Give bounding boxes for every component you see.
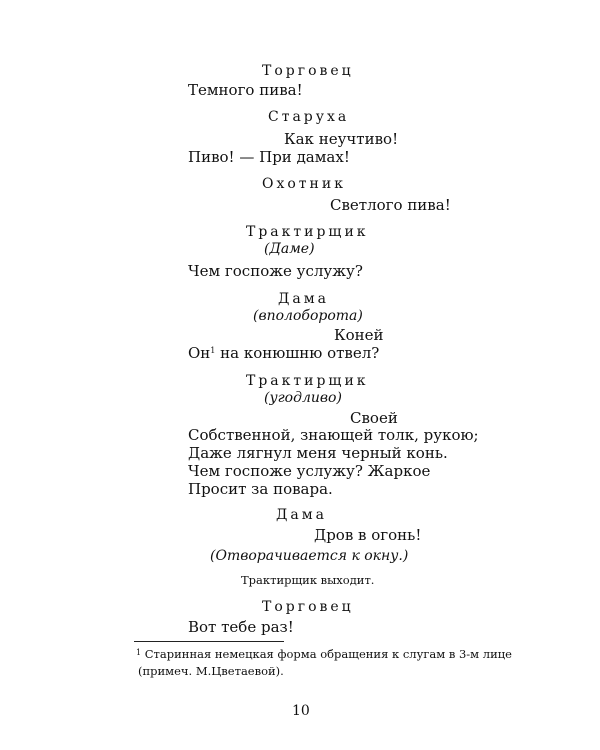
verse-text: Он (188, 344, 211, 362)
speaker-name: Трактирщик (246, 373, 369, 389)
verse-line: Светлого пива! (330, 196, 451, 214)
verse-text: на конюшню отвел? (215, 344, 380, 362)
footnote-rule (134, 641, 284, 642)
speaker-name: Охотник (262, 176, 346, 192)
verse-line: Своей (350, 409, 398, 427)
verse-line: Темного пива! (188, 81, 303, 99)
stage-note: Трактирщик выходит. (241, 573, 375, 587)
stage-direction: (Отворачивается к окну.) (210, 548, 409, 564)
verse-line: Дров в огонь! (314, 526, 422, 544)
speaker-name: Торговец (262, 599, 354, 615)
footnote-text (136, 647, 512, 662)
speaker-name: Трактирщик (246, 224, 369, 240)
stage-direction: (вполоборота) (253, 308, 363, 324)
speaker-name: Старуха (268, 109, 350, 125)
verse-line: Коней (334, 326, 384, 344)
speaker-name: Торговец (262, 63, 354, 79)
footnote-text-line-2: (примеч. М.Цветаевой). (138, 664, 284, 678)
footnote-line-1: Старинная немецкая форма обращения к слугам в 3-м лице (144, 647, 512, 661)
stage-direction: (Даме) (264, 241, 315, 257)
verse-line: Пиво! — При дамах! (188, 148, 350, 166)
verse-line: Даже лягнул меня черный конь. (188, 444, 448, 462)
verse-line: Чем госпоже услужу? Жаркое (188, 462, 431, 480)
page-number: 10 (292, 703, 310, 719)
verse-line: Чем госпоже услужу? (188, 262, 363, 280)
speaker-name: Дама (276, 507, 327, 523)
verse-line: Собственной, знающей толк, рукою; (188, 426, 479, 444)
verse-line (188, 344, 379, 362)
stage-direction: (угодливо) (264, 390, 342, 406)
verse-line: Вот тебе раз! (188, 618, 294, 636)
footnote-ref[interactable]: 1 (210, 346, 216, 355)
speaker-name: Дама (278, 291, 329, 307)
verse-line: Просит за повара. (188, 480, 333, 498)
verse-line: Как неучтиво! (284, 130, 399, 148)
footnote-marker: 1 (136, 648, 142, 657)
